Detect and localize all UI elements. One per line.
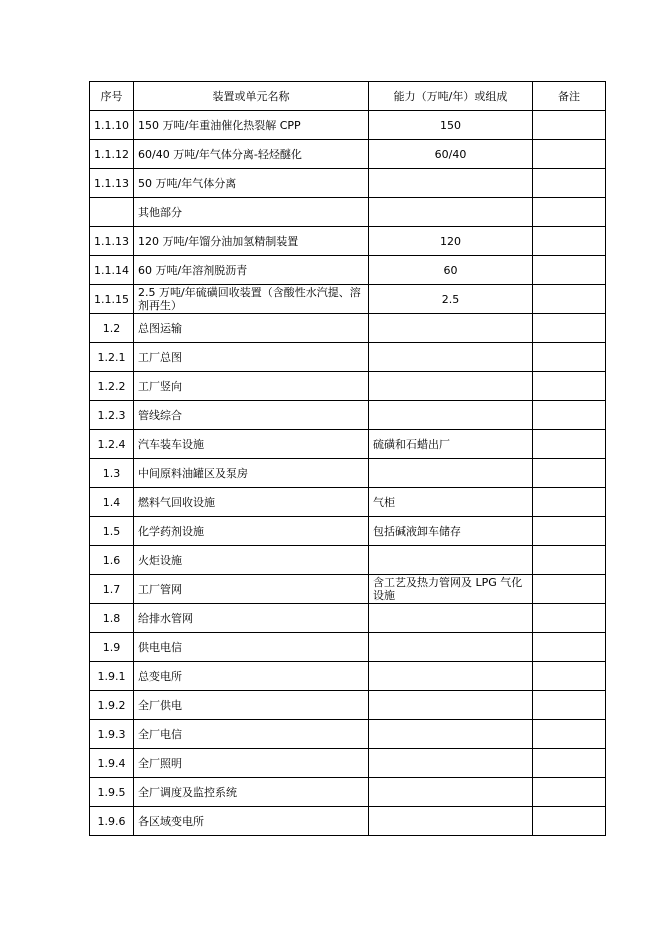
row-unit-name: 工厂管网 <box>134 575 369 604</box>
row-unit-name: 化学药剂设施 <box>134 517 369 546</box>
row-serial-no: 1.2.3 <box>90 401 134 430</box>
table-row <box>90 662 606 691</box>
row-unit-name: 120 万吨/年馏分油加氢精制装置 <box>134 227 369 256</box>
table-row <box>90 285 606 314</box>
row-unit-name: 全厂照明 <box>134 749 369 778</box>
row-remark <box>533 633 606 662</box>
row-capacity: 包括碱液卸车储存 <box>369 517 533 546</box>
row-remark <box>533 459 606 488</box>
row-serial-no: 1.9.6 <box>90 807 134 836</box>
row-remark <box>533 546 606 575</box>
header-remark: 备注 <box>533 82 606 111</box>
row-serial-no: 1.1.15 <box>90 285 134 314</box>
row-capacity <box>369 778 533 807</box>
row-unit-name: 工厂竖向 <box>134 372 369 401</box>
row-capacity <box>369 314 533 343</box>
row-capacity <box>369 749 533 778</box>
row-serial-no: 1.9.1 <box>90 662 134 691</box>
table-row <box>90 488 606 517</box>
row-unit-name: 管线综合 <box>134 401 369 430</box>
row-capacity: 150 <box>369 111 533 140</box>
row-unit-name: 60/40 万吨/年气体分离-轻烃醚化 <box>134 140 369 169</box>
row-remark <box>533 517 606 546</box>
row-capacity <box>369 343 533 372</box>
row-capacity <box>369 459 533 488</box>
row-capacity: 2.5 <box>369 285 533 314</box>
table-row <box>90 691 606 720</box>
row-serial-no: 1.8 <box>90 604 134 633</box>
row-unit-name: 工厂总图 <box>134 343 369 372</box>
row-unit-name: 供电电信 <box>134 633 369 662</box>
row-remark <box>533 720 606 749</box>
table-row <box>90 459 606 488</box>
table-row <box>90 720 606 749</box>
row-unit-name: 150 万吨/年重油催化热裂解 CPP <box>134 111 369 140</box>
row-remark <box>533 488 606 517</box>
row-unit-name: 全厂供电 <box>134 691 369 720</box>
row-serial-no: 1.9.4 <box>90 749 134 778</box>
row-remark <box>533 227 606 256</box>
table-row <box>90 546 606 575</box>
row-capacity: 60 <box>369 256 533 285</box>
row-unit-name: 总变电所 <box>134 662 369 691</box>
row-capacity <box>369 633 533 662</box>
table-row <box>90 227 606 256</box>
row-remark <box>533 778 606 807</box>
row-remark <box>533 198 606 227</box>
table-row <box>90 430 606 459</box>
row-serial-no: 1.1.10 <box>90 111 134 140</box>
row-serial-no: 1.9.5 <box>90 778 134 807</box>
row-capacity <box>369 401 533 430</box>
table-row <box>90 343 606 372</box>
header-unit-name: 装置或单元名称 <box>134 82 369 111</box>
table-row <box>90 749 606 778</box>
row-remark <box>533 691 606 720</box>
table-row <box>90 575 606 604</box>
row-unit-name: 火炬设施 <box>134 546 369 575</box>
row-remark <box>533 604 606 633</box>
row-serial-no: 1.5 <box>90 517 134 546</box>
row-remark <box>533 169 606 198</box>
row-serial-no: 1.2.4 <box>90 430 134 459</box>
table-row <box>90 633 606 662</box>
table-row <box>90 198 606 227</box>
row-serial-no: 1.1.13 <box>90 227 134 256</box>
header-serial-no: 序号 <box>90 82 134 111</box>
row-capacity <box>369 691 533 720</box>
row-serial-no: 1.2.1 <box>90 343 134 372</box>
table-row <box>90 140 606 169</box>
row-remark <box>533 749 606 778</box>
table-row <box>90 169 606 198</box>
row-remark <box>533 662 606 691</box>
table-row <box>90 807 606 836</box>
row-unit-name: 各区域变电所 <box>134 807 369 836</box>
row-capacity <box>369 546 533 575</box>
row-serial-no: 1.1.14 <box>90 256 134 285</box>
row-serial-no: 1.6 <box>90 546 134 575</box>
row-unit-name: 中间原料油罐区及泵房 <box>134 459 369 488</box>
row-capacity: 硫磺和石蜡出厂 <box>369 430 533 459</box>
table-row <box>90 401 606 430</box>
table-row <box>90 111 606 140</box>
row-serial-no: 1.9.2 <box>90 691 134 720</box>
row-remark <box>533 343 606 372</box>
table-body <box>90 111 606 836</box>
row-serial-no: 1.9 <box>90 633 134 662</box>
row-remark <box>533 430 606 459</box>
row-serial-no: 1.9.3 <box>90 720 134 749</box>
row-capacity: 气柜 <box>369 488 533 517</box>
table-header-row <box>90 82 606 111</box>
row-unit-name: 其他部分 <box>134 198 369 227</box>
row-remark <box>533 401 606 430</box>
row-capacity <box>369 604 533 633</box>
table-row <box>90 256 606 285</box>
row-capacity: 60/40 <box>369 140 533 169</box>
table-row <box>90 314 606 343</box>
row-unit-name: 全厂调度及监控系统 <box>134 778 369 807</box>
row-capacity <box>369 372 533 401</box>
row-serial-no: 1.1.13 <box>90 169 134 198</box>
row-remark <box>533 140 606 169</box>
row-serial-no: 1.3 <box>90 459 134 488</box>
row-capacity: 120 <box>369 227 533 256</box>
row-serial-no: 1.1.12 <box>90 140 134 169</box>
row-serial-no: 1.2 <box>90 314 134 343</box>
row-unit-name: 总图运输 <box>134 314 369 343</box>
row-capacity <box>369 720 533 749</box>
row-unit-name: 全厂电信 <box>134 720 369 749</box>
row-unit-name: 燃料气回收设施 <box>134 488 369 517</box>
row-capacity <box>369 807 533 836</box>
row-capacity <box>369 198 533 227</box>
row-remark <box>533 256 606 285</box>
row-unit-name: 汽车装车设施 <box>134 430 369 459</box>
row-remark <box>533 314 606 343</box>
row-capacity <box>369 662 533 691</box>
row-serial-no: 1.7 <box>90 575 134 604</box>
unit-list-table <box>89 81 606 836</box>
row-unit-name: 2.5 万吨/年硫磺回收装置（含酸性水汽提、溶剂再生） <box>134 285 369 314</box>
row-unit-name: 60 万吨/年溶剂脱沥青 <box>134 256 369 285</box>
row-unit-name: 给排水管网 <box>134 604 369 633</box>
row-remark <box>533 111 606 140</box>
row-capacity <box>369 169 533 198</box>
table-row <box>90 517 606 546</box>
row-remark <box>533 372 606 401</box>
row-remark <box>533 575 606 604</box>
table-row <box>90 604 606 633</box>
row-serial-no: 1.2.2 <box>90 372 134 401</box>
table-row <box>90 778 606 807</box>
row-serial-no <box>90 198 134 227</box>
header-capacity: 能力（万吨/年）或组成 <box>369 82 533 111</box>
table-row <box>90 372 606 401</box>
row-capacity: 含工艺及热力管网及 LPG 气化设施 <box>369 575 533 604</box>
row-remark <box>533 807 606 836</box>
row-serial-no: 1.4 <box>90 488 134 517</box>
row-unit-name: 50 万吨/年气体分离 <box>134 169 369 198</box>
row-remark <box>533 285 606 314</box>
